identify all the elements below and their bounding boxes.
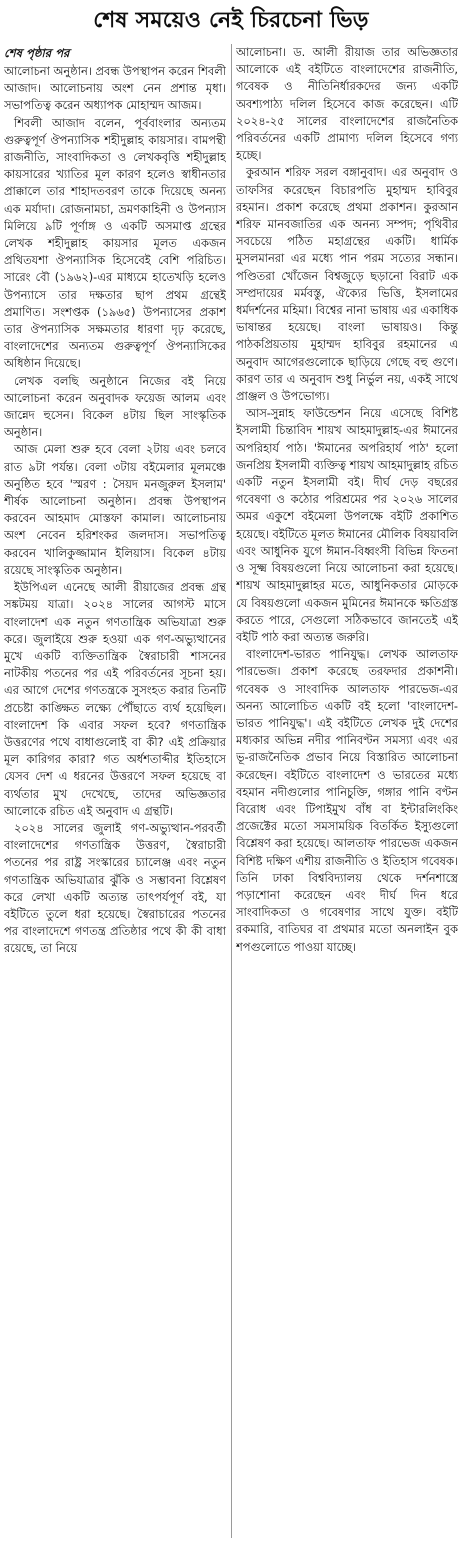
paragraph-as-sunnah-book: আস-সুন্নাহ ফাউন্ডেশন নিয়ে এসেছে বিশিষ্ট ইসলামী চিন্তাবিদ শায়খ আহমাদুল্লাহ-এর ঈমানের অপরিহার্য পাঠ। 'ঈমানের অপরিহার্য পাঠ' হলো জনপ্রিয় ইসলামী ব্যক্তিত্ব শায়খ আহমাদুল্লাহ রচিত একটি নতুন ইসলামী বই। দীর্ঘ দেড় বছরের গবেষণা ও কঠোর পরিশ্রমের পর ২০২৬ সালের অমর একুশে বইমেলা উপলক্ষে বইটি প্রকাশিত হয়েছে। বইটিতে মূলত ঈমানের মৌলিক বিষয়াবলি এবং আধুনিক যুগে ঈমান-বিধ্বংসী বিভিন্ন ফিতনা ও সূক্ষ্ম বিষয়গুলো নিয়ে আলোচনা করা হয়েছে। শায়খ আহমাদুল্লাহর মতে, আধুনিকতার মোড়কে যে বিষয়গুলো একজন মুমিনের ঈমানকে ক্ষতিগ্রস্ত করতে পারে, সেগুলো সঠিকভাবে জানতেই এই বইটি পাঠ করা অত্যন্ত জরুরি। bbox=[236, 406, 458, 644]
paragraph-ali-riaz-book: আলোচনা। ড. আলী রীয়াজ তার অভিজ্ঞতার আলোকে এই বইটিতে বাংলাদেশের রাজনীতি, গবেষক ও নীতিনির্ধারকদের জন্য একটি অবশ্যপাঠ্য দলিল হিসেবে কাজ করেছেন। এটি ২০২৪-২৫ সালের বাংলাদেশের রাজনৈতিক পরিবর্তনের একটি প্রামাণ্য দলিল হিসেবে গণ্য হচ্ছে। bbox=[236, 45, 458, 163]
continuation-label: শেষ পৃষ্ঠার পর bbox=[4, 46, 70, 60]
paragraph-author-talk: লেখক বলছি অনুষ্ঠানে নিজের বই নিয়ে আলোচনা করেন অনুবাদক ফয়েজ আলম এবং জান্নেদ হুসেন। বিকেল ৪টায় ছিল সাংস্কৃতিক অনুষ্ঠান। bbox=[4, 373, 226, 440]
left-column bbox=[4, 44, 226, 1538]
paragraph-july-uprising-book: ২০২৪ সালের জুলাই গণ-অভ্যুত্থান-পরবর্তী বাংলাদেশের গণতান্ত্রিক উত্তরণ, স্বৈরাচারী পতনের পর রাষ্ট্র সংস্কারের চ্যালেঞ্জ এবং নতুন গণতান্ত্রিক অভিযাত্রার ঝুঁকি ও সম্ভাবনা বিশ্লেষণ করে লেখা একটি অত্যন্ত তাৎপর্যপূর্ণ বই, যা বইটিতে তুলে ধরা হয়েছে। স্বৈরাচারের পতনের পর বাংলাদেশে গণতন্ত্র প্রতিষ্ঠার পথে কী কী বাধা রয়েছে, তা নিয়ে bbox=[4, 820, 226, 956]
paragraph-panel-discussion: আলোচনা অনুষ্ঠান। প্রবন্ধ উপস্থাপন করেন শিবলী আজাদ। আলোচনায় অংশ নেন প্রশান্ত মৃধা। সভাপতিত্ব করেন অধ্যাপক মোহাম্মদ আজম। bbox=[4, 64, 226, 113]
paragraph-upl-book: ইউপিএল এনেছে আলী রীয়াজের প্রবন্ধ গ্রন্থ সঙ্কটময় যাত্রা। ২০২৪ সালের আগস্ট মাসে বাংলাদেশ এক নতুন গণতান্ত্রিক অভিযাত্রা শুরু করে। জুলাইয়ে শুরু হওয়া এক গণ-অভ্যুত্থানের মুখে একটি ব্যক্তিতান্ত্রিক স্বৈরাচারী শাসনের নাটকীয় পতনের পর এই পরিবর্তনের সূচনা হয়। এর আগে দেশের গণতন্ত্রকে সুসংহত করার তিনটি প্রচেষ্টা কাঙ্ক্ষিত লক্ষ্যে পৌঁছাতে ব্যর্থ হয়েছিল। বাংলাদেশ কি এবার সফল হবে? গণতান্ত্রিক উত্তরণের পথে বাধাগুলোই বা কী? এই প্রক্রিয়ার মূল কারিগর কারা? গত অর্ধশতাব্দীর ইতিহাসে যেসব দেশ এ ধরনের উত্তরণে সফল হয়েছে বা ব্যর্থতার মুখ দেখেছে, তাদের অভিজ্ঞতার আলোকে রচিত এই অনুবাদ এ গ্রন্থটি। bbox=[4, 580, 226, 818]
paragraph-quran-translation: কুরআন শরিফ সরল বঙ্গানুবাদ। এর অনুবাদ ও তাফসির করেছেন বিচারপতি মুহাম্মদ হাবিবুর রহমান। প্রকাশ করেছে প্রথমা প্রকাশন। কুরআন শরিফ মানবজাতির এক অনন্য সম্পদ; পৃথিবীর সবচেয়ে পঠিত মহাগ্রন্থের একটি। ধার্মিক মুসলমানরা এর মধ্যে পান পরম সত্যের সন্ধান। পণ্ডিতরা খোঁজেন বিশ্বজুড়ে ছড়ানো বিরাট এক সম্প্রদায়ের মর্মবস্তু, ঐক্যের ভিত্তি, ইসলামের ধর্মদর্শনের মহিমা। বিশ্বের নানা ভাষায় এর একাধিক ভাষান্তর হয়েছে। বাংলা ভাষায়ও। কিন্তু পাঠকপ্রিয়তায় মুহাম্মদ হাবিবুর রহমানের এ অনুবাদ আগেরগুলোকে ছাড়িয়ে গেছে বহু গুণে। কারণ তার এ অনুবাদ শুধু নির্ভুল নয়, একই সাথে প্রাঞ্জল ও উপভোগ্য। bbox=[236, 165, 458, 404]
paragraph-today-schedule: আজ মেলা শুরু হবে বেলা ২টায় এবং চলবে রাত ৯টা পর্যন্ত। বেলা ৩টায় বইমেলার মূলমঞ্চে অনুষ্ঠিত হবে 'স্মরণ : সৈয়দ মনজুরুল ইসলাম' শীর্ষক আলোচনা অনুষ্ঠান। প্রবন্ধ উপস্থাপন করবেন আহমাদ মোস্তফা কামাল। আলোচনায় অংশ নেবেন হরিশংকর জলদাস। সভাপতিত্ব করবেন খালিকুজ্জামান ইলিয়াস। বিকেল ৪টায় রয়েছে সাংস্কৃতিক অনুষ্ঠান। bbox=[4, 442, 226, 577]
article-headline: শেষ সময়েও নেই চিরচেনা ভিড় bbox=[93, 8, 369, 33]
paragraph-shibli-azad-remarks: শিবলী আজাদ বলেন, পূর্ববাংলার অন্যতম গুরুত্বপূর্ণ ঔপন্যাসিক শহীদুল্লাহ কায়সার। বামপন্থী রাজনীতি, সাংবাদিকতা ও লেখকবৃত্তি শহীদুল্লাহ কায়সারের খ্যাতির মূল কারণ হলেও স্বাধীনতার প্রাক্কালে তার শাহাদতবরণ তাকে দিয়েছে অনন্য এক মর্যাদা। রোজনামচা, ভ্রমণকাহিনী ও উপন্যাস মিলিয়ে ৯টি পূর্ণাঙ্গ ও একটি অসমাপ্ত গ্রন্থের লেখক শহীদুল্লাহ কায়সার মূলত একজন প্রথিতযশা ঔপন্যাসিক হিসেবেই বেশি পরিচিত। সারেং বৌ (১৯৬২)-এর মাধ্যমে হাতেখড়ি হলেও উপন্যাসে তার দক্ষতার ছাপ প্রথম গ্রন্থেই প্রমাণিত। সংশপ্তক (১৯৬৫) উপন্যাসের প্রকাশ তার ঔপন্যাসিক সক্ষমতার ধারণা দৃঢ় করেছে, বাংলাদেশের অন্যতম গুরুত্বপূর্ণ ঔপন্যাসিকের অধিষ্ঠান দিয়েছে। bbox=[4, 115, 226, 371]
right-column bbox=[236, 44, 458, 1538]
paragraph-water-war-book: বাংলাদেশ-ভারত পানিযুদ্ধ। লেখক আলতাফ পারভেজ। প্রকাশ করেছে তরফদার প্রকাশনী। গবেষক ও সাংবাদিক আলতাফ পারভেজ-এর অনন্য আলোচিত একটি বই হলো 'বাংলাদেশ-ভারত পানিযুদ্ধ'। এই বইটিতে লেখক দুই দেশের মধ্যকার অভিন্ন নদীর পানিবণ্টন সমস্যা এবং এর ভূ-রাজনৈতিক প্রভাব নিয়ে বিস্তারিত আলোচনা করেছেন। বইটিতে বাংলাদেশ ও ভারতের মধ্যে বহমান নদীগুলোর পানিচুক্তি, গঙ্গার পানি বণ্টন বিরোধ এবং টিপাইমুখ বাঁধ বা ইন্টারলিংকিং প্রজেক্টের মতো সমসাময়িক বিতর্কিত ইস্যুগুলো বিশ্লেষণ করা হয়েছে। আলতাফ পারভেজ একজন বিশিষ্ট দক্ষিণ এশীয় রাজনীতি ও ইতিহাস গবেষক। তিনি ঢাকা বিশ্ববিদ্যালয় থেকে দর্শনশাস্ত্রে পড়াশোনা করেছেন এবং দীর্ঘ দিন ধরে সাংবাদিকতা ও গবেষণার সাথে যুক্ত। বইটি রকমারি, বাতিঘর বা প্রথমার মতো অনলাইন বুক শপগুলোতে পাওয়া যাচ্ছে। bbox=[236, 647, 458, 954]
column-divider bbox=[231, 44, 232, 1538]
